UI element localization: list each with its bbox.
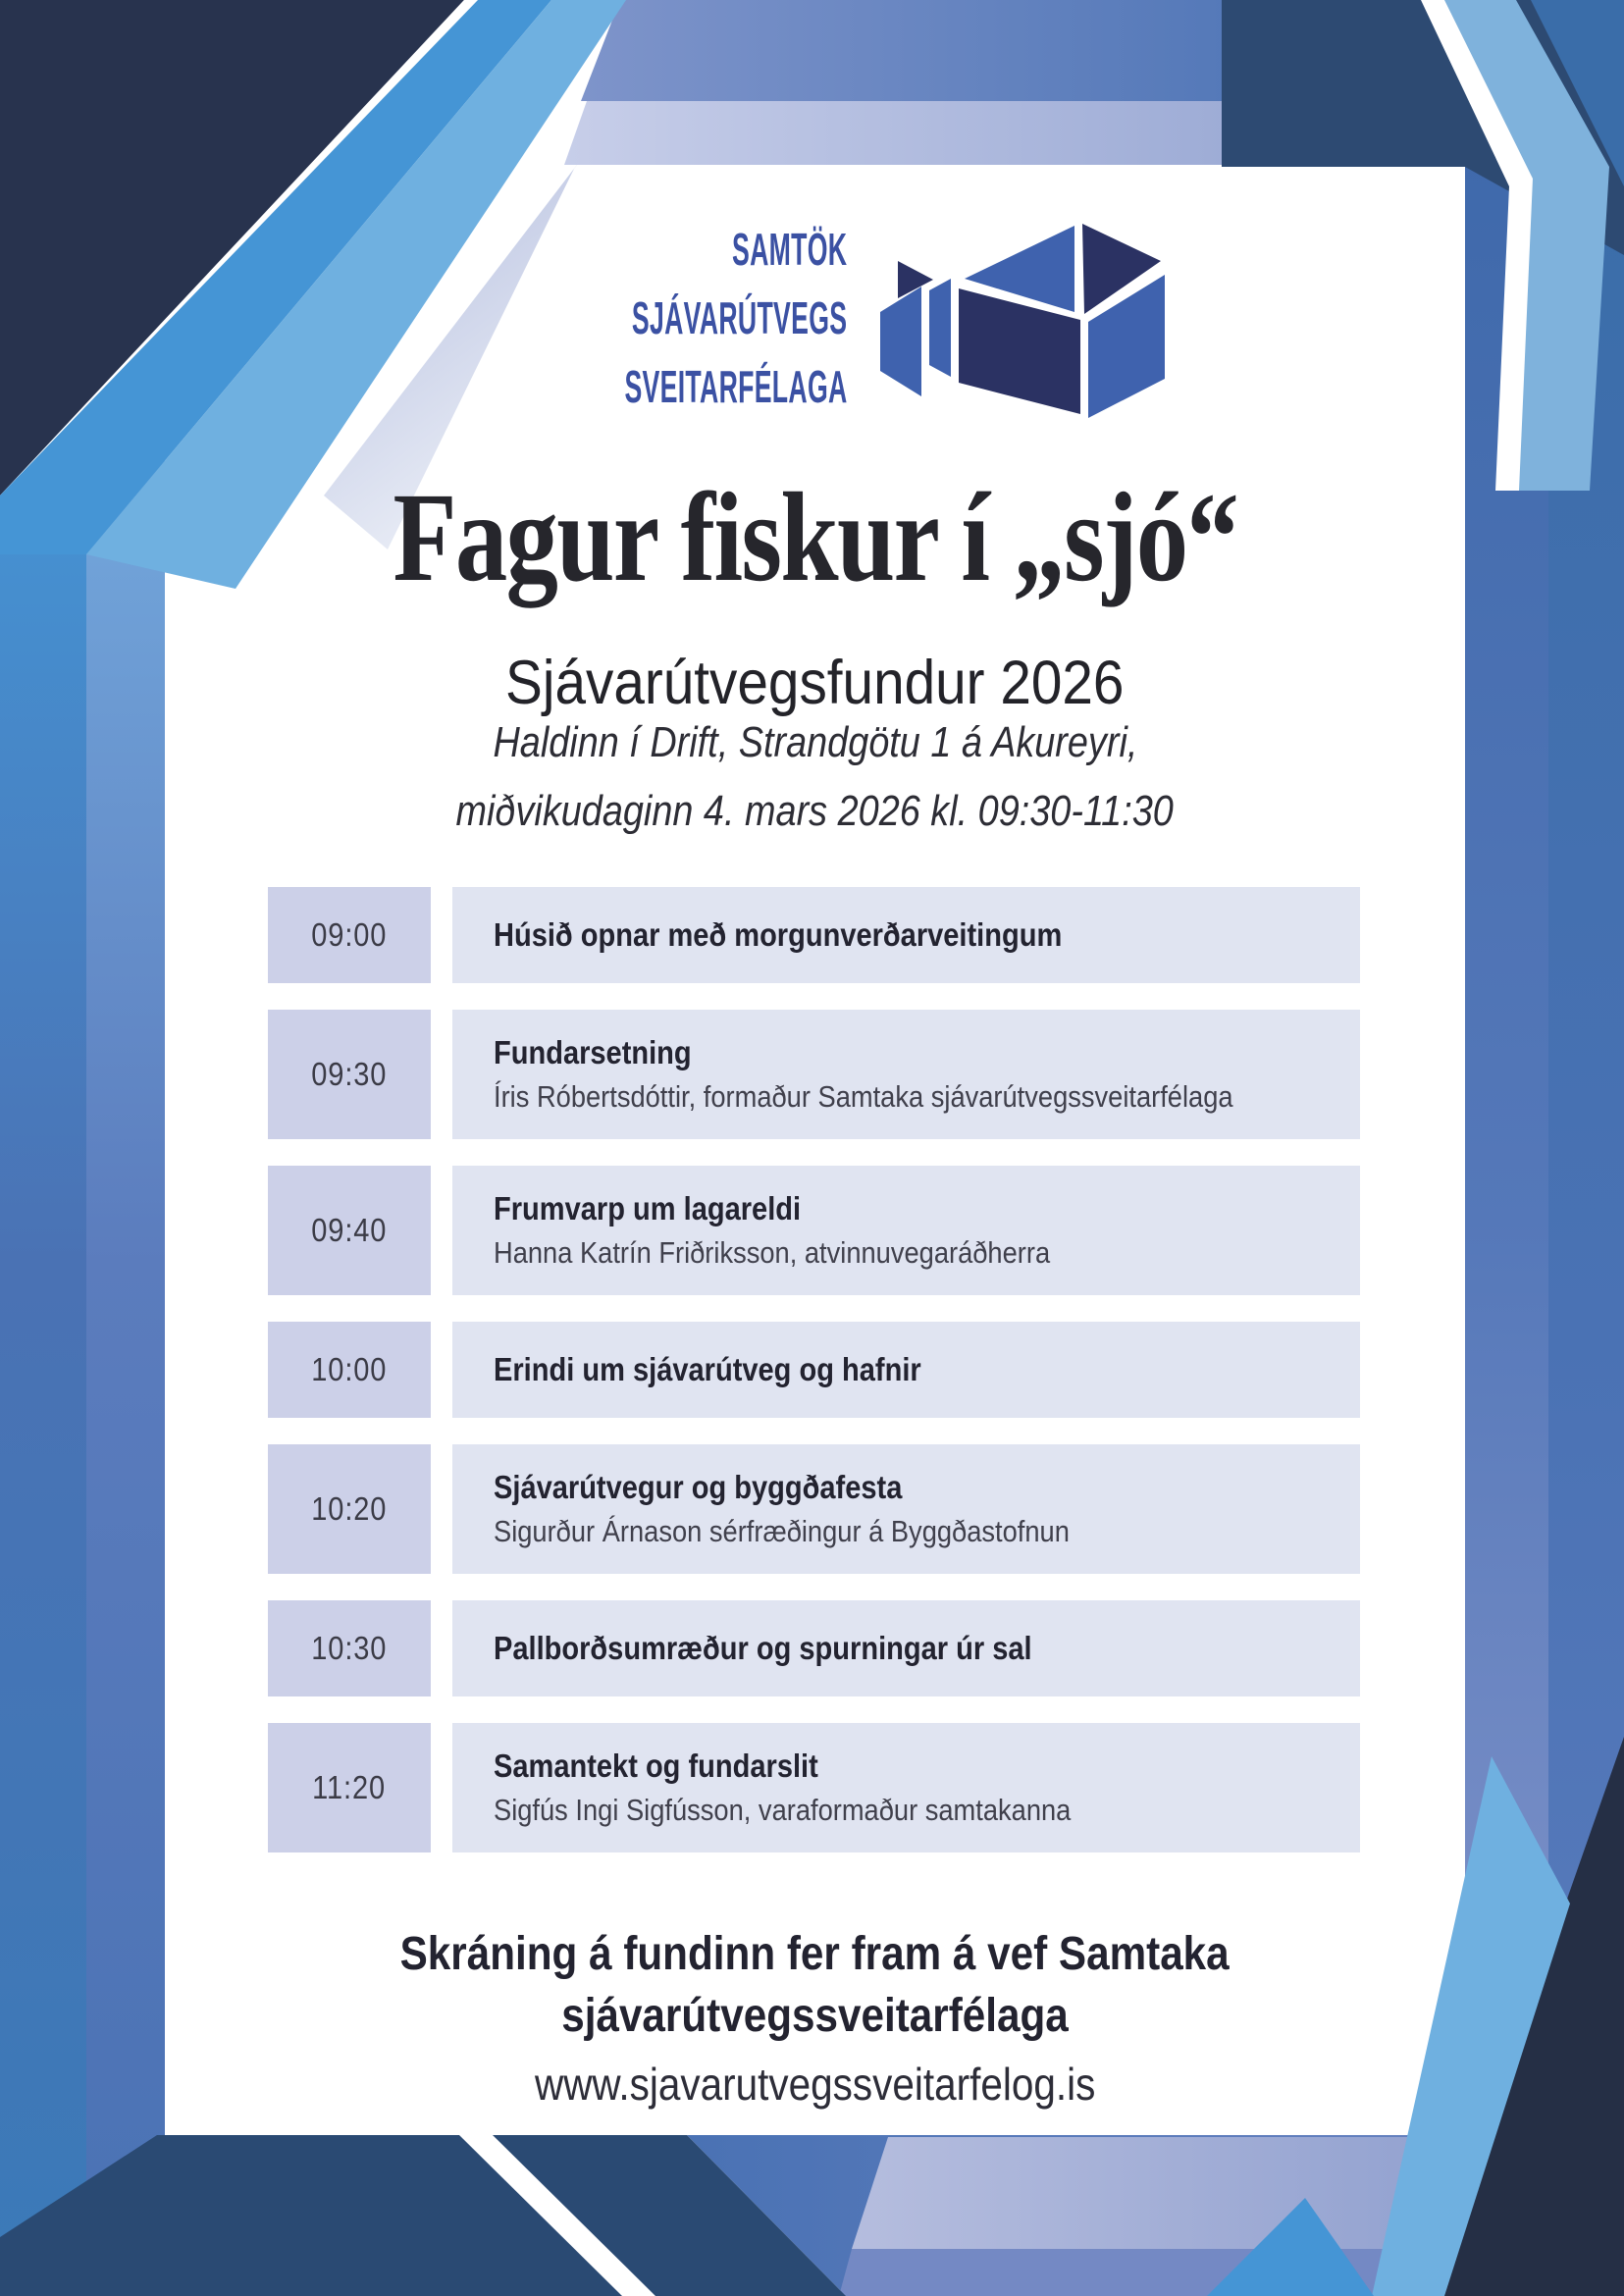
schedule-item-speaker: Hanna Katrín Friðriksson, atvinnuvegaráðherra [494, 1235, 1051, 1270]
date-line: miðvikudaginn 4. mars 2026 kl. 09:30-11:30 [455, 787, 1175, 836]
schedule-row [268, 1723, 1360, 1852]
poster-panel [165, 165, 1465, 2135]
schedule-row [268, 1444, 1360, 1574]
schedule-item [452, 1010, 1360, 1139]
website-url: www.sjavarutvegssveitarfelog.is [534, 2058, 1096, 2110]
venue-line: Haldinn í Drift, Strandgötu 1 á Akureyri, [493, 718, 1137, 766]
schedule-row [268, 1166, 1360, 1295]
schedule-item-speaker: Sigurður Árnason sérfræðingur á Byggðastofnun [494, 1514, 1070, 1548]
schedule-time: 11:20 [268, 1723, 431, 1852]
schedule-item-title: Frumvarp um lagareldi [494, 1190, 802, 1226]
schedule-time: 10:20 [268, 1444, 431, 1574]
schedule-list [268, 887, 1360, 1852]
org-name-line3: SVEITARFÉLAGA [624, 360, 848, 412]
schedule-item-title: Sjávarútvegur og byggðafesta [494, 1469, 903, 1505]
schedule-row [268, 1600, 1360, 1696]
schedule-row [268, 1010, 1360, 1139]
schedule-row [268, 887, 1360, 983]
event-title: Fagur fiskur í „sjó“ [393, 467, 1237, 608]
schedule-item-title: Samantekt og fundarslit [494, 1748, 818, 1784]
schedule-item [452, 1600, 1360, 1696]
schedule-time: 09:30 [268, 1010, 431, 1139]
org-logo [165, 216, 1465, 422]
event-subtitle: Sjávarútvegsfundur 2026 [505, 649, 1125, 717]
schedule-time: 09:00 [268, 887, 431, 983]
registration-text-line1: Skráning á fundinn fer fram á vef Samtaka [399, 1928, 1231, 1980]
schedule-item-title: Fundarsetning [494, 1034, 692, 1070]
schedule-item-speaker: Íris Róbertsdóttir, formaður Samtaka sjávarútvegssveitarfélaga [494, 1079, 1233, 1114]
schedule-item-title: Pallborðsumræður og spurningar úr sal [494, 1630, 1032, 1666]
schedule-item [452, 1166, 1360, 1295]
schedule-item [452, 1723, 1360, 1852]
registration-text-line2: sjávarútvegssveitarfélaga [561, 1990, 1069, 2043]
schedule-item [452, 1322, 1360, 1418]
schedule-item [452, 1444, 1360, 1574]
org-name-line1: SAMTÖK [731, 224, 848, 275]
schedule-time: 10:30 [268, 1600, 431, 1696]
schedule-time: 10:00 [268, 1322, 431, 1418]
schedule-item-title: Húsið opnar með morgunverðarveitingum [494, 916, 1063, 953]
schedule-item-speaker: Sigfús Ingi Sigfússon, varaformaður samtakanna [494, 1793, 1072, 1827]
schedule-row [268, 1322, 1360, 1418]
venue-and-date [165, 708, 1465, 847]
schedule-time: 09:40 [268, 1166, 431, 1295]
fish-box-logo-icon [872, 218, 1167, 419]
org-name-line2: SJÁVARÚTVEGS [631, 291, 848, 343]
org-name [463, 216, 848, 422]
footer [165, 1923, 1465, 2111]
schedule-item-title: Erindi um sjávarútveg og hafnir [494, 1351, 921, 1387]
schedule-item [452, 887, 1360, 983]
